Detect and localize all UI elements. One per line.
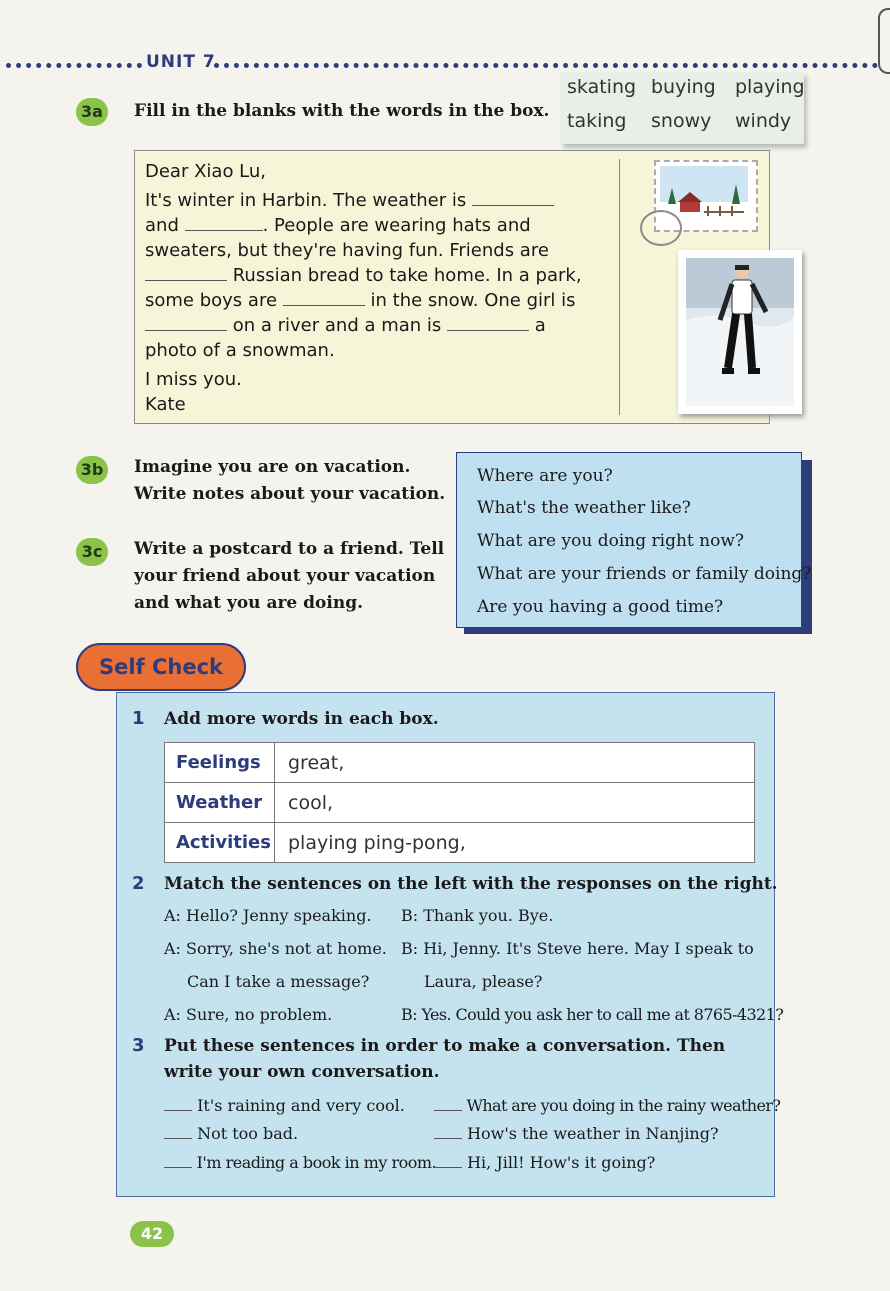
speaker-label: B:	[401, 906, 419, 925]
postcard-text: a	[534, 315, 546, 336]
dialogue-right-line	[401, 938, 754, 960]
postcard-greeting: Dear Xiao Lu,	[145, 161, 267, 182]
postcard-line	[145, 263, 582, 288]
order-text: It's raining and very cool.	[197, 1096, 405, 1115]
page-edge-tab	[878, 8, 890, 74]
section-3c-instruction	[134, 536, 444, 617]
order-blank[interactable]	[434, 1153, 462, 1168]
table-category: Activities	[165, 823, 275, 863]
word-box-item: buying	[651, 76, 716, 98]
speaker-label: B:	[401, 1005, 417, 1024]
order-text: What are you doing in the rainy weather?	[466, 1096, 781, 1115]
item-number: 2	[132, 873, 145, 894]
postcard-text: and	[145, 215, 179, 236]
question-item: Where are you?	[477, 466, 613, 486]
order-item	[434, 1152, 655, 1174]
order-text: I'm reading a book in my room.	[196, 1153, 437, 1172]
dialogue-text: Hello? Jenny speaking.	[186, 906, 372, 925]
postcard-text: some boys are	[145, 290, 278, 311]
order-item	[164, 1123, 298, 1145]
word-box-item: snowy	[651, 110, 712, 132]
unit-dotted-line-right	[214, 63, 878, 68]
section-3a-instruction: Fill in the blanks with the words in the box.	[134, 101, 550, 121]
order-blank[interactable]	[164, 1124, 192, 1139]
fill-blank[interactable]	[145, 316, 227, 331]
dialogue-text: Yes. Could you ask her to call me at 8765-4321?	[421, 1005, 784, 1024]
question-item: What are your friends or family doing?	[477, 564, 812, 584]
dialogue-left-line	[164, 938, 387, 960]
table-category: Weather	[165, 783, 275, 823]
question-item: What's the weather like?	[477, 498, 691, 518]
word-box-item: playing	[735, 76, 805, 98]
section-3a-badge: 3a	[76, 98, 108, 126]
question-item: Are you having a good time?	[477, 597, 724, 617]
word-box-item: windy	[735, 110, 792, 132]
unit-dotted-line-left	[6, 63, 142, 68]
dialogue-text: Hi, Jenny. It's Steve here. May I speak to	[423, 939, 754, 958]
table-answer-cell[interactable]: playing ping-pong,	[275, 823, 755, 863]
word-box	[560, 72, 804, 144]
postcard-text: It's winter in Harbin. The weather is	[145, 190, 467, 211]
postcard-text: on a river and a man is	[232, 315, 442, 336]
item2-instruction: Match the sentences on the left with the responses on the right.	[164, 874, 778, 894]
self-check-title-text: Self Check	[98, 655, 224, 679]
postcard-divider	[619, 159, 620, 415]
item-number: 1	[132, 708, 145, 729]
word-box-item: taking	[567, 110, 627, 132]
dialogue-left-line	[164, 905, 372, 927]
postcard-text: Russian bread to take home. In a park,	[232, 265, 582, 286]
order-text: How's the weather in Nanjing?	[467, 1124, 719, 1143]
order-item	[164, 1152, 436, 1174]
table-row	[165, 743, 755, 783]
table-row	[165, 783, 755, 823]
table-category: Feelings	[165, 743, 275, 783]
section-3b-badge: 3b	[76, 456, 108, 484]
dialogue-left-line: Can I take a message?	[187, 972, 370, 991]
fill-blank[interactable]	[145, 266, 227, 281]
dialogue-right-line	[401, 1004, 783, 1026]
postcard-line: sweaters, but they're having fun. Friends are	[145, 240, 549, 261]
item1-instruction: Add more words in each box.	[164, 709, 439, 729]
instruction-line: Write notes about your vacation.	[134, 484, 446, 504]
page-number: 42	[130, 1221, 174, 1247]
table-row	[165, 823, 755, 863]
order-item	[164, 1095, 405, 1117]
postcard-text: in the snow. One girl is	[370, 290, 576, 311]
dialogue-text: Sorry, she's not at home.	[186, 939, 387, 958]
speaker-label: A:	[164, 1005, 181, 1024]
order-text: Hi, Jill! How's it going?	[467, 1153, 656, 1172]
dialogue-text: Thank you. Bye.	[423, 906, 554, 925]
postcard-signature: Kate	[145, 394, 186, 415]
instruction-line: Put these sentences in order to make a conversation. Then	[164, 1036, 726, 1056]
skater-photo-image	[678, 250, 802, 414]
item3-instruction	[164, 1033, 725, 1085]
word-box-item: skating	[567, 76, 637, 98]
speaker-label: A:	[164, 906, 181, 925]
unit-title: UNIT 7	[146, 52, 216, 72]
order-item	[434, 1095, 780, 1117]
dialogue-right-line: Laura, please?	[424, 972, 543, 991]
postcard-line	[145, 313, 546, 338]
postcard-line	[145, 188, 554, 213]
postcard-text: . People are wearing hats and	[262, 215, 531, 236]
order-item	[434, 1123, 719, 1145]
instruction-line: and what you are doing.	[134, 593, 364, 613]
dialogue-left-line	[164, 1004, 332, 1026]
question-item: What are you doing right now?	[477, 531, 744, 551]
table-answer-cell[interactable]: great,	[275, 743, 755, 783]
postcard-line	[145, 213, 531, 238]
instruction-line: write your own conversation.	[164, 1062, 440, 1082]
instruction-line: Write a postcard to a friend. Tell	[134, 539, 445, 559]
postmark-icon	[640, 210, 682, 246]
postcard-line: photo of a snowman.	[145, 340, 335, 361]
item-number: 3	[132, 1035, 145, 1056]
words-table	[164, 742, 755, 863]
order-text: Not too bad.	[197, 1124, 299, 1143]
instruction-line: your friend about your vacation	[134, 566, 436, 586]
speaker-label: A:	[164, 939, 181, 958]
fill-blank[interactable]	[283, 291, 365, 306]
speaker-label: B:	[401, 939, 419, 958]
dialogue-text: Sure, no problem.	[186, 1005, 333, 1024]
question-box	[456, 452, 812, 628]
instruction-line: Imagine you are on vacation.	[134, 457, 411, 477]
order-blank[interactable]	[164, 1096, 192, 1111]
section-3c-badge: 3c	[76, 538, 108, 566]
order-blank[interactable]	[434, 1096, 462, 1111]
dialogue-right-line	[401, 905, 553, 927]
order-blank[interactable]	[434, 1124, 462, 1139]
fill-blank[interactable]	[185, 216, 263, 231]
fill-blank[interactable]	[472, 191, 554, 206]
fill-blank[interactable]	[447, 316, 529, 331]
postcard-closing: I miss you.	[145, 369, 242, 390]
postcard-line	[145, 288, 576, 313]
section-3b-instruction	[134, 454, 445, 508]
order-blank[interactable]	[164, 1153, 192, 1168]
table-answer-cell[interactable]: cool,	[275, 783, 755, 823]
self-check-title	[76, 643, 246, 691]
